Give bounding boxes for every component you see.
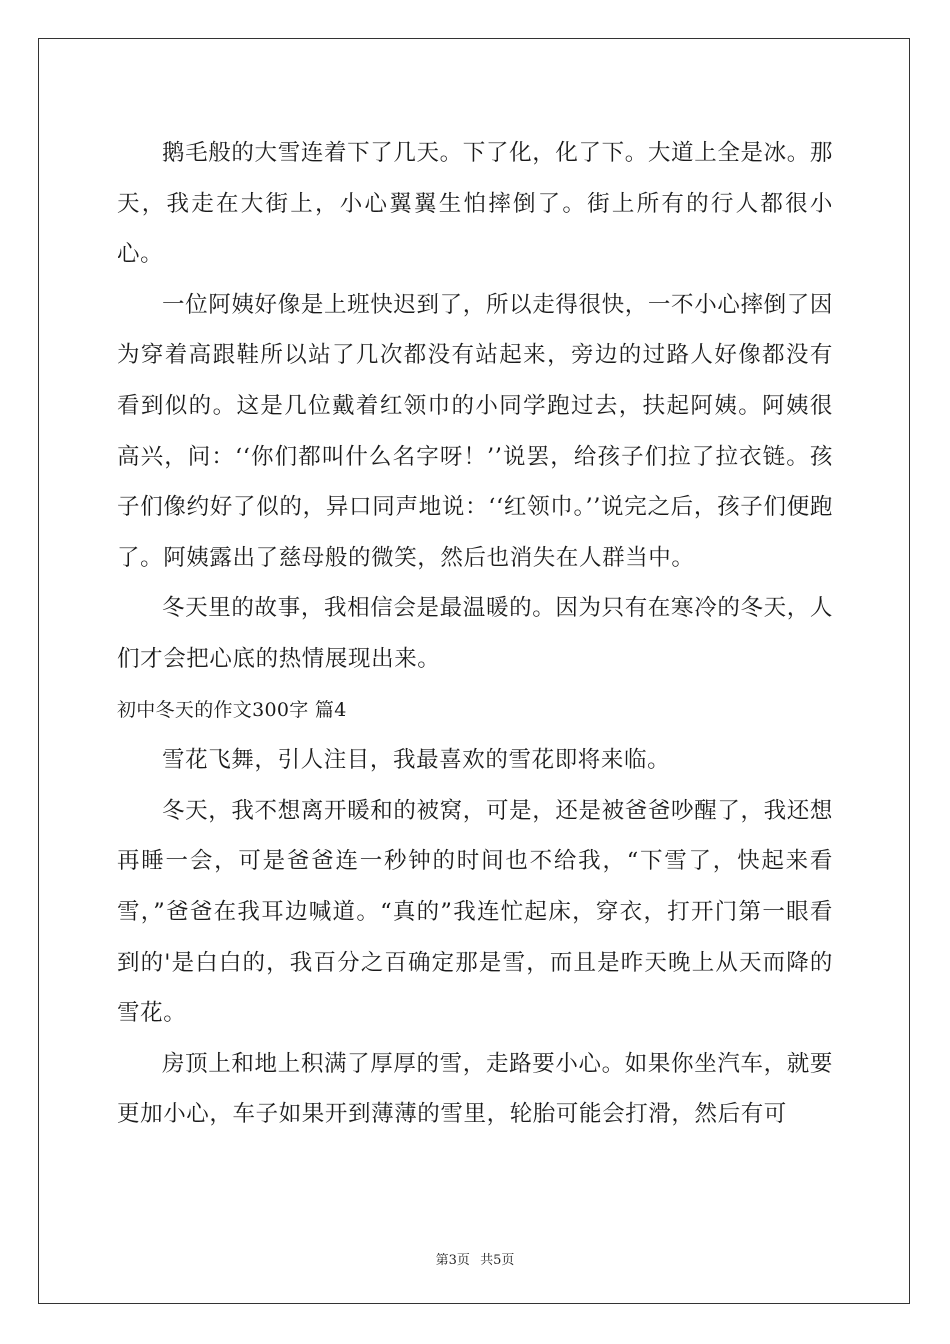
paragraph: 一位阿姨好像是上班快迟到了，所以走得很快，一不小心摔倒了因为穿着高跟鞋所以站了几次都没有站起来，旁边的过路人好像都没有看到似的。这是几位戴着红领巾的小同学跑过去，扶起阿姨。阿姨很高兴，问：‘‘你们都叫什么名字呀！’’说罢，给孩子们拉了拉衣链。孩子们像约好了似的，异口同声地说：‘‘红领巾。’’说完之后，孩子们便跑了。阿姨露出了慈母般的微笑，然后也消失在人群当中。	[117, 291, 833, 571]
page-footer	[0, 1249, 950, 1268]
page-number-total: 共5页	[480, 1253, 515, 1268]
paragraph: 冬天，我不想离开暖和的被窝，可是，还是被爸爸吵醒了，我还想再睡一会，可是爸爸连一秒钟的时间也不给我，“下雪了，快起来看雪，”爸爸在我耳边喊道。“真的”我连忙起床，穿衣，打开门第一眼看到的'是白白的，我百分之百确定那是雪，而且是昨天晚上从天而降的雪花。	[117, 797, 833, 1027]
section-heading: 初中冬天的作文300字 篇4	[117, 698, 347, 721]
paragraph: 冬天里的故事，我相信会是最温暖的。因为只有在寒冷的冬天，人们才会把心底的热情展现出来。	[117, 595, 833, 672]
paragraph: 雪花飞舞，引人注目，我最喜欢的雪花即将来临。	[162, 747, 671, 774]
page-number-current: 第3页	[435, 1253, 470, 1268]
document-body	[117, 128, 833, 1140]
paragraph: 房顶上和地上积满了厚厚的雪，走路要小心。如果你坐汽车，就要更加小心，车子如果开到薄薄的雪里，轮胎可能会打滑，然后有可	[117, 1050, 833, 1128]
paragraph: 鹅毛般的大雪连着下了几天。下了化，化了下。大道上全是冰。那天，我走在大街上，小心翼翼生怕摔倒了。街上所有的行人都很小心。	[117, 140, 833, 268]
